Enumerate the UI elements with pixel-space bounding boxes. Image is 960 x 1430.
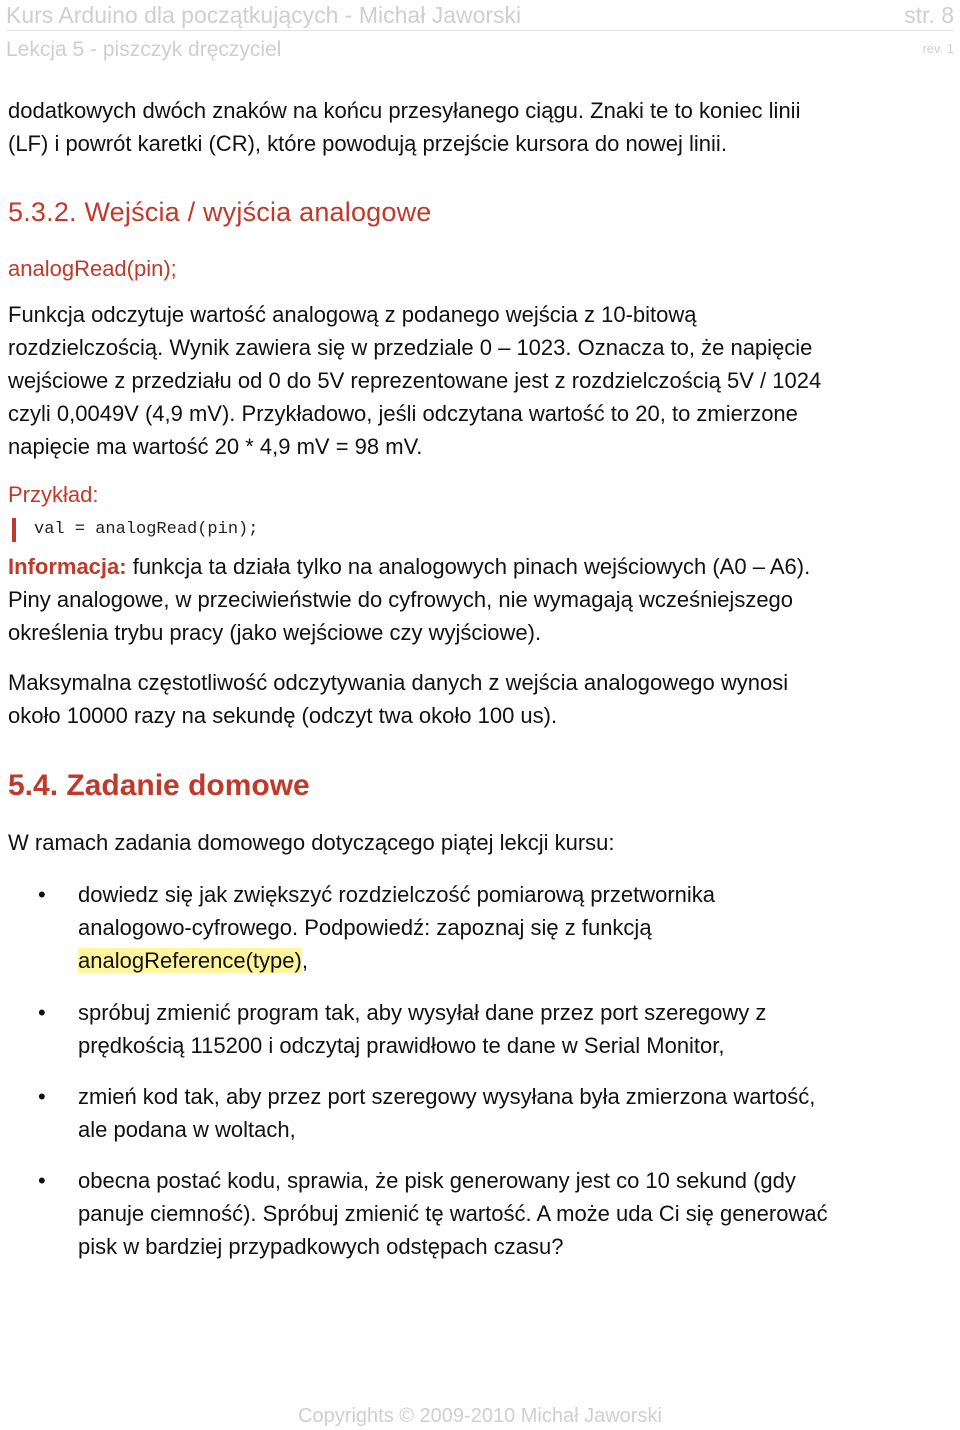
- page-number: str. 8: [904, 2, 954, 28]
- example-code: val = analogRead(pin);: [34, 520, 259, 539]
- homework-intro: W ramach zadania domowego dotyczącego piątej lekcji kursu:: [8, 830, 615, 855]
- description-line: wejściowe z przedziału od 0 do 5V reprezentowane jest z rozdzielczością 5V / 1024: [8, 368, 822, 393]
- bullet-icon: •: [38, 882, 46, 907]
- list-item-punct: ,: [301, 948, 308, 973]
- description-line: napięcie ma wartość 20 * 4,9 mV = 98 mV.: [8, 434, 423, 459]
- header-divider: [6, 30, 954, 31]
- bullet-icon: •: [38, 1168, 46, 1193]
- list-item-line: ale podana w woltach,: [78, 1117, 296, 1142]
- list-item-line: pisk w bardziej przypadkowych odstępach czasu?: [78, 1234, 564, 1259]
- list-item-line: spróbuj zmienić program tak, aby wysyłał dane przez port szeregowy z: [78, 1000, 767, 1025]
- max-frequency-line: około 10000 razy na sekundę (odczyt twa około 100 us).: [8, 703, 558, 728]
- section-heading-54: 5.4. Zadanie domowe: [8, 769, 310, 802]
- intro-line-1: dodatkowych dwóch znaków na końcu przesyłanego ciągu. Znaki te to koniec linii: [8, 98, 801, 123]
- list-item-line: panuje ciemność). Spróbuj zmienić tę wartość. A może uda Ci się generować: [78, 1201, 828, 1226]
- info-line: Piny analogowe, w przeciwieństwie do cyfrowych, nie wymagają wcześniejszego: [8, 587, 794, 612]
- example-label: Przykład:: [8, 482, 99, 507]
- info-label: Informacja:: [8, 554, 127, 579]
- footer-copyright: Copyrights © 2009-2010 Michał Jaworski: [298, 1405, 662, 1427]
- list-item-line: zmień kod tak, aby przez port szeregowy wysyłana była zmierzona wartość,: [78, 1084, 816, 1109]
- list-item-line: obecna postać kodu, sprawia, że pisk generowany jest co 10 sekund (gdy: [78, 1168, 796, 1193]
- info-text: funkcja ta działa tylko na analogowych pinach wejściowych (A0 – A6).: [126, 554, 811, 579]
- highlighted-function: analogReference(type): [78, 948, 302, 973]
- header-subtitle: Lekcja 5 - piszczyk dręczyciel: [6, 38, 282, 61]
- list-item-line: analogowo-cyfrowego. Podpowiedź: zapoznaj się z funkcją: [78, 915, 652, 940]
- section-heading-532: 5.3.2. Wejścia / wyjścia analogowe: [8, 197, 432, 227]
- description-line: czyli 0,0049V (4,9 mV). Przykładowo, jeśli odczytana wartość to 20, to zmierzone: [8, 401, 798, 426]
- intro-line-2: (LF) i powrót karetki (CR), które powodują przejście kursora do nowej linii.: [8, 131, 727, 156]
- description-line: rozdzielczością. Wynik zawiera się w przedziale 0 – 1023. Oznacza to, że napięcie: [8, 335, 813, 360]
- function-signature: analogRead(pin);: [8, 256, 177, 281]
- revision-label: rev. 1: [922, 41, 954, 56]
- list-item-line: [78, 944, 956, 977]
- header-title: Kurs Arduino dla początkujących - Michał Jaworski: [6, 2, 522, 28]
- info-line: określenia trybu pracy (jako wejściowe czy wyjściowe).: [8, 620, 542, 645]
- info-line-1: [8, 550, 954, 583]
- list-item-line: prędkością 115200 i odczytaj prawidłowo te dane w Serial Monitor,: [78, 1033, 725, 1058]
- bullet-icon: •: [38, 1084, 46, 1109]
- list-item-line: dowiedz się jak zwiększyć rozdzielczość pomiarową przetwornika: [78, 882, 716, 907]
- bullet-icon: •: [38, 1000, 46, 1025]
- code-block-marker: [12, 518, 16, 542]
- max-frequency-line: Maksymalna częstotliwość odczytywania danych z wejścia analogowego wynosi: [8, 670, 789, 695]
- description-line: Funkcja odczytuje wartość analogową z podanego wejścia z 10-bitową: [8, 302, 697, 327]
